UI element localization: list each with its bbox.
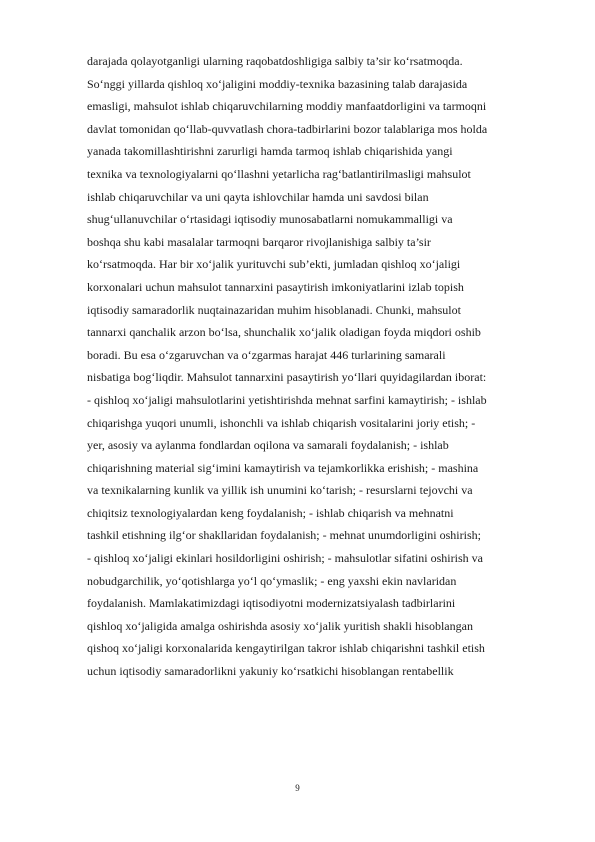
text-line: tannarxi qanchalik arzon bo‘lsa, shunchalik xo‘jalik oladigan foyda miqdori oshib	[87, 325, 481, 340]
text-line: ko‘rsatmoqda. Har bir xo‘jalik yurituvchi sub’ekti, jumladan qishloq xo‘jaligi	[87, 257, 461, 272]
text-line: chiqarishning material sig‘imini kamaytirish va tejamkorlikka erishish; - mashina	[87, 460, 479, 475]
text-line: darajada qolayotganligi ularning raqobatdoshligiga salbiy ta’sir ko‘rsatmoqda.	[87, 54, 463, 68]
text-line: korxonalari uchun mahsulot tannarxini pasaytirish imkoniyatlarini izlab topish	[87, 279, 464, 294]
text-line: texnika va texnologiyalarni qo‘llashni yetarlicha rag‘batlantirilmasligi mahsulot	[87, 166, 471, 181]
text-line: - qishloq xo‘jaligi ekinlari hosildorligini oshirish; - mahsulotlar sifatini oshirish va	[87, 551, 483, 566]
text-line: yanada takomillashtirishni zarurligi hamda tarmoq ishlab chiqarishida yangi	[87, 144, 453, 159]
text-line: tashkil etishning ilg‘or shakllaridan foydalanish; - mehnat unumdorligini oshirish;	[87, 528, 481, 543]
text-line: So‘nggi yillarda qishloq xo‘jaligini moddiy-texnika bazasining talab darajasida	[87, 76, 468, 91]
text-line: davlat tomonidan qo‘llab-quvvatlash chora-tadbirlarini bozor talablariga mos holda	[87, 121, 488, 136]
text-line: yer, asosiy va aylanma fondlardan oqilona va samarali foydalanish; - ishlab	[87, 438, 449, 453]
text-line: uchun iqtisodiy samaradorlikni yakuniy ko‘rsatkichi hisoblangan rentabellik	[87, 664, 454, 679]
text-line: qishoq xo‘jaligi korxonalarida kengaytirilgan takror ishlab chiqarishni tashkil etish	[87, 641, 485, 656]
text-line: chiqarishga yuqori unumli, ishonchli va ishlab chiqarish vositalarini joriy etish; -	[87, 415, 476, 430]
text-line: iqtisodiy samaradorlik nuqtainazaridan muhim hisoblanadi. Chunki, mahsulot	[87, 302, 461, 317]
text-line: emasligi, mahsulot ishlab chiqaruvchilarning moddiy manfaatdorligini va tarmoqni	[87, 99, 487, 114]
body-text	[87, 50, 557, 683]
text-line: nobudgarchilik, yo‘qotishlarga yo‘l qo‘ymaslik; - eng yaxshi ekin navlaridan	[87, 573, 457, 588]
text-line: chiqitsiz texnologiyalardan keng foydalanish; - ishlab chiqarish va mehnatni	[87, 505, 454, 520]
text-line: boshqa shu kabi masalalar tarmoqni barqaror rivojlanishiga salbiy ta’sir	[87, 234, 431, 249]
text-line: qishloq xo‘jaligida amalga oshirishda asosiy xo‘jalik yuritish shakli hisoblangan	[87, 618, 473, 633]
text-line: boradi. Bu esa o‘zgaruvchan va o‘zgarmas harajat 446 turlarining samarali	[87, 347, 446, 362]
text-line: foydalanish. Mamlakatimizdagi iqtisodiyotni modernizatsiyalash tadbirlarini	[87, 596, 456, 611]
text-line: ishlab chiqaruvchilar va uni qayta ishlovchilar hamda uni savdosi bilan	[87, 189, 429, 204]
page-number: 9	[295, 783, 300, 793]
text-line: va texnikalarning kunlik va yillik ish unumini ko‘tarish; - resurslarni tejovchi va	[87, 483, 473, 498]
text-line: shug‘ullanuvchilar o‘rtasidagi iqtisodiy munosabatlarni nomukammalligi va	[87, 212, 453, 227]
text-line: nisbatiga bog‘liqdir. Mahsulot tannarxini pasaytirish yo‘llari quyidagilardan iborat:	[87, 370, 487, 385]
text-line: - qishloq xo‘jaligi mahsulotlarini yetishtirishda mehnat sarfini kamaytirish; - ishlab	[87, 392, 487, 407]
